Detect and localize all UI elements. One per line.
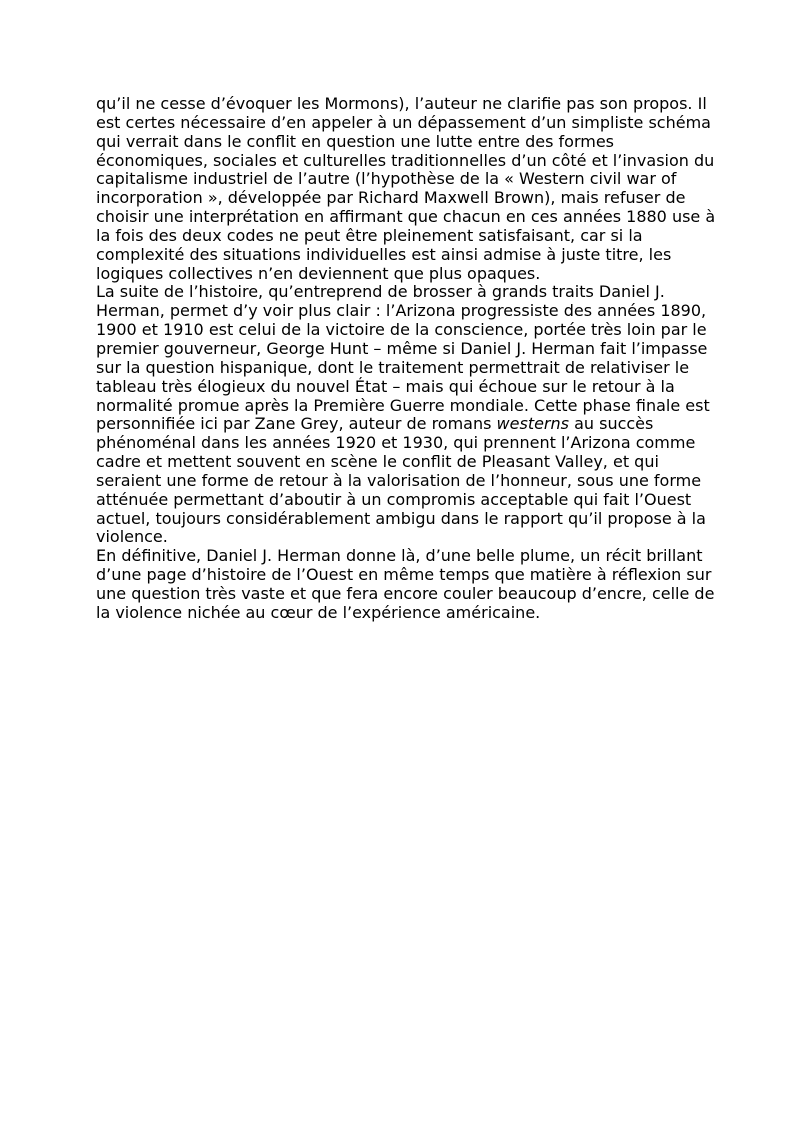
paragraph-2-italic-westerns: westerns xyxy=(496,414,569,434)
paragraph-2-text-b: au succès phénoménal dans les années 1920 et 1930, qui prennent l’Arizona comme cadre et mettent souvent en scène le conflit de Pleasant Valley, et qui seraient une forme de retour à la valorisation de l’honneur, sous une forme atténuée permettant d’aboutir à un compromis acceptable qui fait l’Ouest actuel, toujours considérablement ambigu dans le rapport qu’il propose à la violence. xyxy=(96,414,706,547)
paragraph-1 xyxy=(96,95,716,283)
paragraph-2-text-a: La suite de l’histoire, qu’entreprend de brosser à grands traits Daniel J. Herman, permet d’y voir plus clair : l’Arizona progressiste des années 1890, 1900 et 1910 est celui de la victoire de la conscience, portée très loin par le premier gouverneur, George Hunt – même si Daniel J. Herman fait l’impasse sur la question hispanique, dont le traitement permettrait de relativiser le tableau très élogieux du nouvel État – mais qui échoue sur le retour à la normalité promue après la Première Guerre mondiale. Cette phase finale est personnifiée ici par Zane Grey, auteur de romans xyxy=(96,282,710,434)
paragraph-1-text: qu’il ne cesse d’évoquer les Mormons), l’auteur ne clarifie pas son propos. Il est certes nécessaire d’en appeler à un dépassement d’un simpliste schéma qui verrait dans le conflit en question une lutte entre des formes économiques, sociales et culturelles traditionnelles d’un côté et l’invasion du capitalisme industriel de l’autre (l’hypothèse de la « Western civil war of incorporation », développée par Richard Maxwell Brown), mais refuser de choisir une interprétation en affirmant que chacun en ces années 1880 use à la fois des deux codes ne peut être pleinement satisfaisant, car si la complexité des situations individuelles est ainsi admise à juste titre, les logiques collectives n’en deviennent que plus opaques. xyxy=(96,94,716,283)
paragraph-3 xyxy=(96,547,716,622)
paragraph-2 xyxy=(96,283,716,547)
document-page xyxy=(96,95,716,623)
paragraph-3-text: En définitive, Daniel J. Herman donne là, d’une belle plume, un récit brillant d’une page d’histoire de l’Ouest en même temps que matière à réflexion sur une question très vaste et que fera encore couler beaucoup d’encre, celle de la violence nichée au cœur de l’expérience américaine. xyxy=(96,546,715,622)
